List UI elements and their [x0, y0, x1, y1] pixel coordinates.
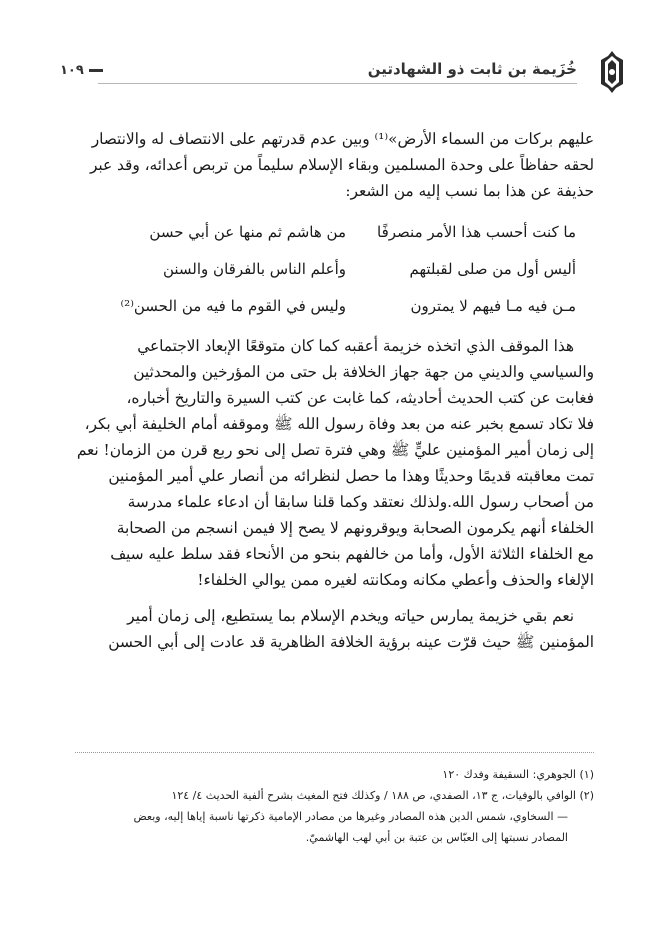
- text-line: هذا الموقف الذي اتخذه خزيمة أعقبه كما كان متوقعًا الإبعاد الاجتماعي: [137, 337, 574, 355]
- text-line: عليهم بركات من السماء الأرض»⁽¹⁾ وبين عدم قدرتهم على الانتصاف له والانتصار: [91, 130, 594, 148]
- header-rule: [98, 83, 577, 84]
- text-line: لحقه حفاظاً على وحدة المسلمين وبقاء الإسلام سليماً من تربص أعدائه، وقد عبر: [89, 156, 594, 174]
- text-line: من أصحاب رسول الله.ولذلك نعتقد وكما قلنا سابقا أن ادعاء علماء مدرسة: [127, 493, 594, 511]
- poem-verse: [75, 214, 576, 251]
- page-number-dash: [89, 69, 103, 72]
- text-line: حذيفة عن هذا بما نسب إليه من الشعر:: [345, 182, 594, 200]
- text-line: المؤمنين ﷺ حيث قرّت عينه برؤية الخلافة الظاهرية قد عادت إلى أبي الحسن: [108, 633, 594, 651]
- footnote-separator: [75, 752, 594, 753]
- verse-first-hemistich: أليس أول من صلى لقبلتهم: [409, 260, 576, 278]
- verse-second-hemistich: من هاشم ثم منها عن أبي حسن: [149, 223, 346, 241]
- footnotes: [75, 764, 594, 848]
- verse-first-hemistich: مـن فيه مـا فيهم لا يمترون: [410, 297, 576, 315]
- main-text: [75, 126, 594, 655]
- text-line: تمت معاقبته قديمًا وحديثًا وهذا ما حصل لنظرائه من أنصار علي أمير المؤمنين: [108, 467, 594, 485]
- paragraph-1: [75, 126, 594, 204]
- footnote-2-continuation: — السخاوي، شمس الدين هذه المصادر وغيرها من مصادر الإمامية ذكرتها ناسبة إياها إليه، وبعض: [133, 810, 568, 823]
- text-line: الإلغاء والحذف وأعطي مكانه ومكانته لغيره ممن يوالي الخلفاء!: [197, 571, 594, 589]
- text-line: فلا تكاد تسمع بخبر عنه من بعد وفاة رسول الله ﷺ وموقفه أمام الخليفة أبي بكر،: [84, 415, 594, 433]
- footnote-2-continuation: المصادر نسبتها إلى العبّاس بن عتبة بن أبي لهب الهاشميّ.: [305, 831, 568, 844]
- poem: [75, 214, 594, 325]
- text-line: الخلفاء أنهم يكرمون الصحابة ويوقرونهم لا يصح إلا فيمن انسجم من الصحابة: [116, 519, 594, 537]
- paragraph-3: [75, 603, 594, 655]
- text-line: نعم بقي خزيمة يمارس حياته ويخدم الإسلام بما يستطيع، إلى زمان أمير: [127, 607, 574, 625]
- text-line: فغابت عن كتب الحديث أحاديثه، كما غابت عن كتب السيرة والتاريخ أخباره،: [126, 389, 594, 407]
- running-title: خُزَيمة بن ثابت ذو الشهادتين: [367, 60, 577, 78]
- text-line: والسياسي والديني من جهة جهاز الخلافة بل حتى من المؤرخين والمحدثين: [133, 363, 594, 381]
- text-line: إلى زمان أمير المؤمنين عليٍّ ﷺ وهي فترة تصل إلى نحو ربع قرن من الزمان! نعم: [76, 441, 594, 459]
- lantern-ornament-icon: [595, 50, 629, 94]
- page-header: [60, 50, 629, 94]
- poem-verse: [75, 251, 576, 288]
- verse-second-hemistich: وليس في القوم ما فيه من الحسن⁽²⁾: [120, 297, 346, 315]
- footnote-1: (١) الجوهري: السقيفة وفدك ١٢٠: [442, 768, 594, 781]
- paragraph-2: [75, 333, 594, 593]
- footnote-2: (٢) الوافي بالوفيات، ج ١٣، الصفدي، ص ١٨٨ / وكذلك فتح المغيث بشرح ألفية الحديث ٤/ ١٢٤: [171, 789, 594, 802]
- verse-second-hemistich: وأعلم الناس بالفرقان والسنن: [162, 260, 346, 278]
- text-line: مع الخلفاء الثلاثة الأول، وأما من خالفهم بنحو من الأنحاء فقد سلط عليه سيف: [110, 545, 594, 563]
- page-number: ١٠٩: [60, 63, 103, 78]
- verse-first-hemistich: ما كنت أحسب هذا الأمر منصرفًا: [377, 223, 576, 241]
- poem-verse: [75, 288, 576, 325]
